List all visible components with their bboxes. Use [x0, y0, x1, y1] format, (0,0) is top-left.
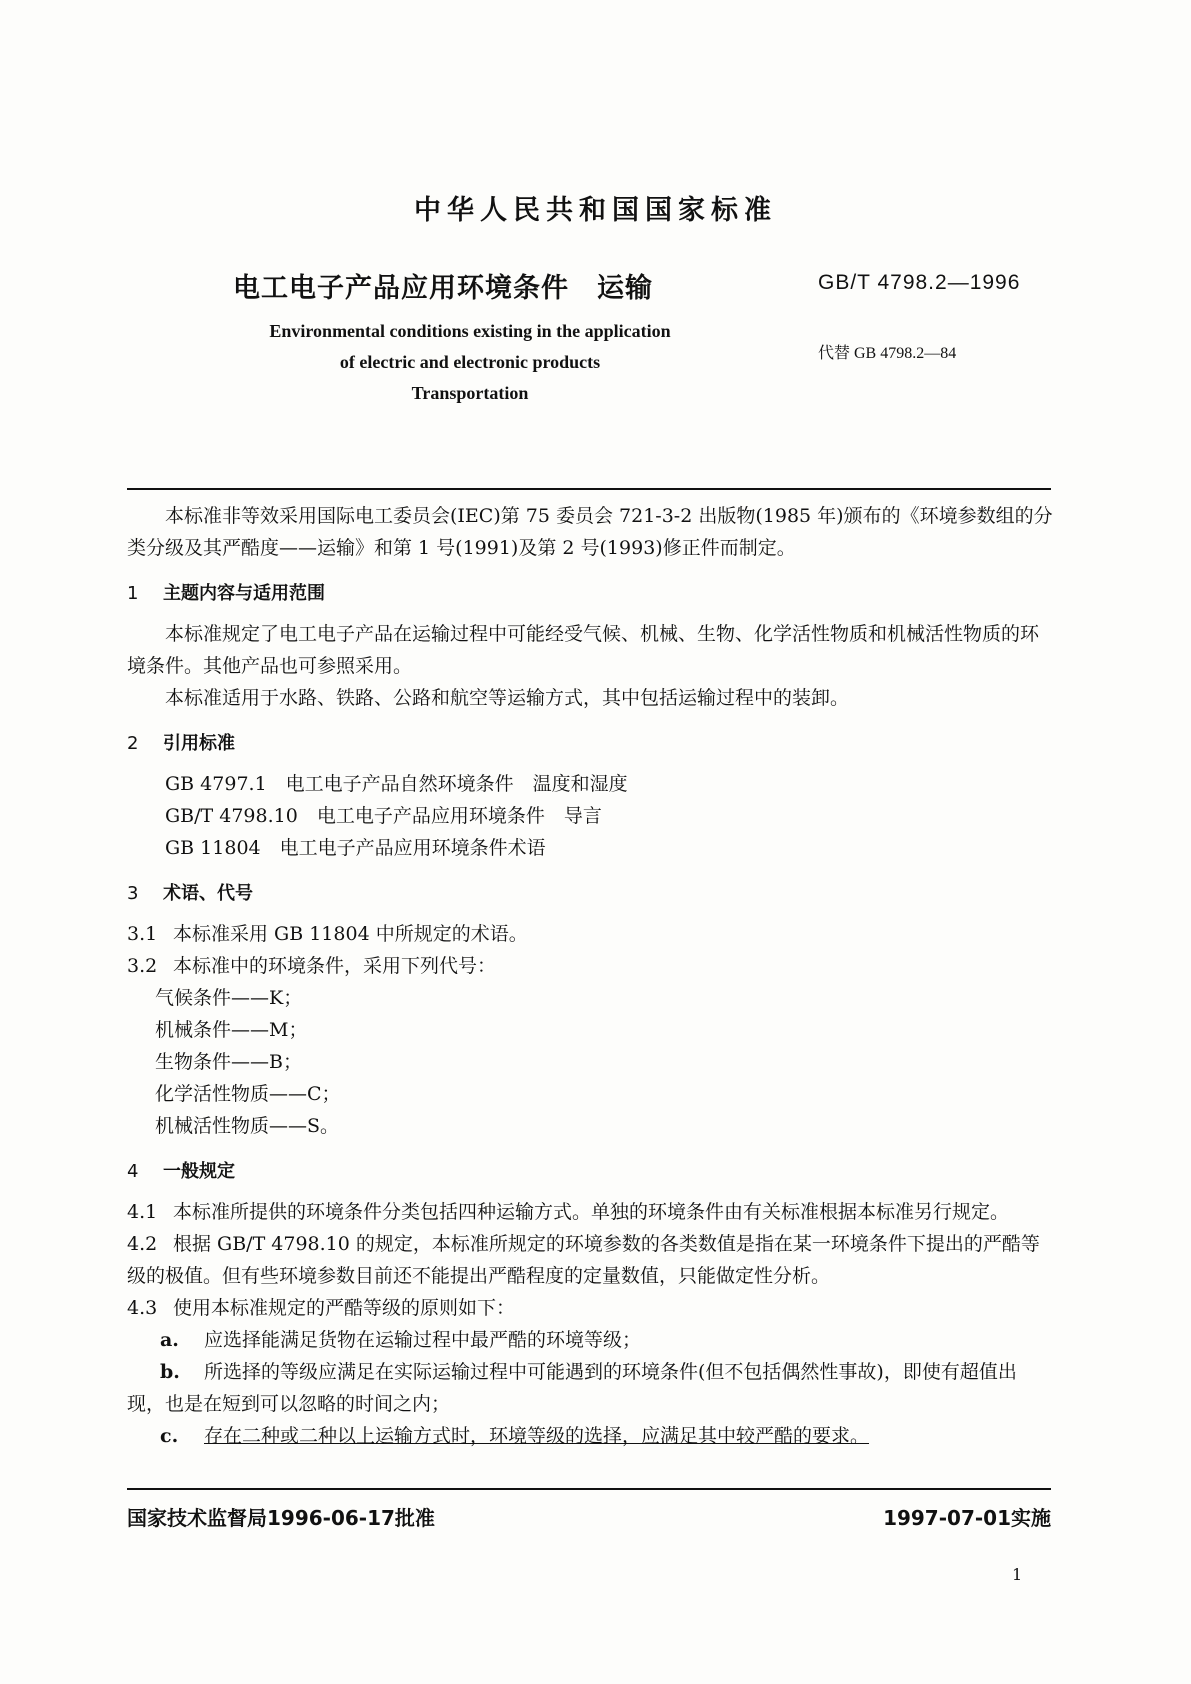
section-1-paragraph-1: 本标准规定了电工电子产品在运输过程中可能经受气候、机械、生物、化学活性物质和机械活性物质的环境条件。其他产品也可参照采用。 [127, 623, 1040, 677]
intro-paragraph: 本标准非等效采用国际电工委员会(IEC)第 75 委员会 721-3-2 出版物(1985 年)颁布的《环境参数组的分类分级及其严酷度——运输》和第 1 号(1991)及第 2 号(1993)修正件而制定。 [127, 505, 1053, 559]
clause-4-2 [127, 1228, 1053, 1292]
clause-text: 本标准所提供的环境条件分类包括四种运输方式。单独的环境条件由有关标准根据本标准另行规定。 [173, 1201, 1010, 1223]
list-item-a [127, 1324, 1053, 1356]
section-title: 一般规定 [163, 1161, 235, 1182]
reference-item: GB 11804 电工电子产品应用环境条件术语 [165, 837, 546, 859]
clause-text: 本标准中的环境条件，采用下列代号： [173, 955, 497, 977]
section-1-paragraph-2: 本标准适用于水路、铁路、公路和航空等运输方式，其中包括运输过程中的装卸。 [165, 687, 850, 709]
clause-text: 根据 GB/T 4798.10 的规定，本标准所规定的环境参数的各类数值是指在某一环境条件下提出的严酷等级的极值。但有些环境参数目前还不能提出严酷程度的定量数值，只能做定性分析。 [127, 1233, 1040, 1287]
clause-3-2 [127, 950, 1053, 982]
english-title-line-2: of electric and electronic products [339, 352, 601, 372]
section-1-heading [127, 578, 1053, 610]
list-text: 存在二种或二种以上运输方式时，环境等级的选择，应满足其中较严酷的要求。 [204, 1425, 870, 1447]
section-4-heading [127, 1156, 1053, 1188]
code-item: 生物条件——B； [155, 1051, 302, 1073]
section-title: 主题内容与适用范围 [163, 583, 325, 604]
document-body [127, 500, 1053, 1452]
english-title-line-3: Transportation [411, 383, 529, 403]
section-title: 引用标准 [163, 733, 235, 754]
reference-item: GB 4797.1 电工电子产品自然环境条件 温度和湿度 [165, 773, 628, 795]
section-number: 3 [127, 883, 139, 904]
section-2-heading [127, 728, 1053, 760]
section-number: 4 [127, 1161, 139, 1182]
code-item: 机械活性物质——S。 [155, 1115, 340, 1137]
effective-date: 1997-07-01实施 [883, 1506, 1051, 1530]
code-item: 气候条件——K； [155, 987, 303, 1009]
code-item: 机械条件——M； [155, 1019, 308, 1041]
list-text: 所选择的等级应满足在实际运输过程中可能遇到的环境条件(但不包括偶然性事故)，即使有超值出现，也是在短到可以忽略的时间之内； [127, 1361, 1017, 1415]
clause-number: 4.1 [127, 1201, 158, 1223]
section-3-heading [127, 878, 1053, 910]
national-standard-heading: 中华人民共和国国家标准 [414, 195, 777, 226]
list-mark: b. [160, 1361, 180, 1383]
list-mark: a. [160, 1329, 179, 1351]
section-number: 1 [127, 583, 139, 604]
approval-date: 国家技术监督局1996-06-17批准 [127, 1506, 435, 1530]
code-item: 化学活性物质——C； [155, 1083, 341, 1105]
clause-number: 4.2 [127, 1233, 158, 1255]
clause-text: 使用本标准规定的严酷等级的原则如下： [173, 1297, 516, 1319]
clause-3-1 [127, 918, 1053, 950]
section-number: 2 [127, 733, 139, 754]
bottom-rule [127, 1488, 1051, 1490]
english-title-line-1: Environmental conditions existing in the application [269, 321, 671, 341]
page-number: 1 [1012, 1565, 1023, 1584]
list-text: 应选择能满足货物在运输过程中最严酷的环境等级； [204, 1329, 642, 1351]
clause-number: 4.3 [127, 1297, 158, 1319]
section-title: 术语、代号 [163, 883, 253, 904]
list-item-b [127, 1356, 1053, 1420]
clause-text: 本标准采用 GB 11804 中所规定的术语。 [173, 923, 528, 945]
list-mark: c. [160, 1425, 179, 1447]
document-title: 电工电子产品应用环境条件 运输 [233, 273, 653, 304]
standard-code: GB/T 4798.2—1996 [818, 271, 1021, 294]
clause-number: 3.2 [127, 955, 158, 977]
replaces-note: 代替 GB 4798.2—84 [818, 345, 957, 362]
clause-4-3 [127, 1292, 1053, 1324]
clause-number: 3.1 [127, 923, 158, 945]
clause-4-1 [127, 1196, 1053, 1228]
reference-item: GB/T 4798.10 电工电子产品应用环境条件 导言 [165, 805, 602, 827]
top-rule [127, 488, 1051, 490]
list-item-c [127, 1420, 1053, 1452]
